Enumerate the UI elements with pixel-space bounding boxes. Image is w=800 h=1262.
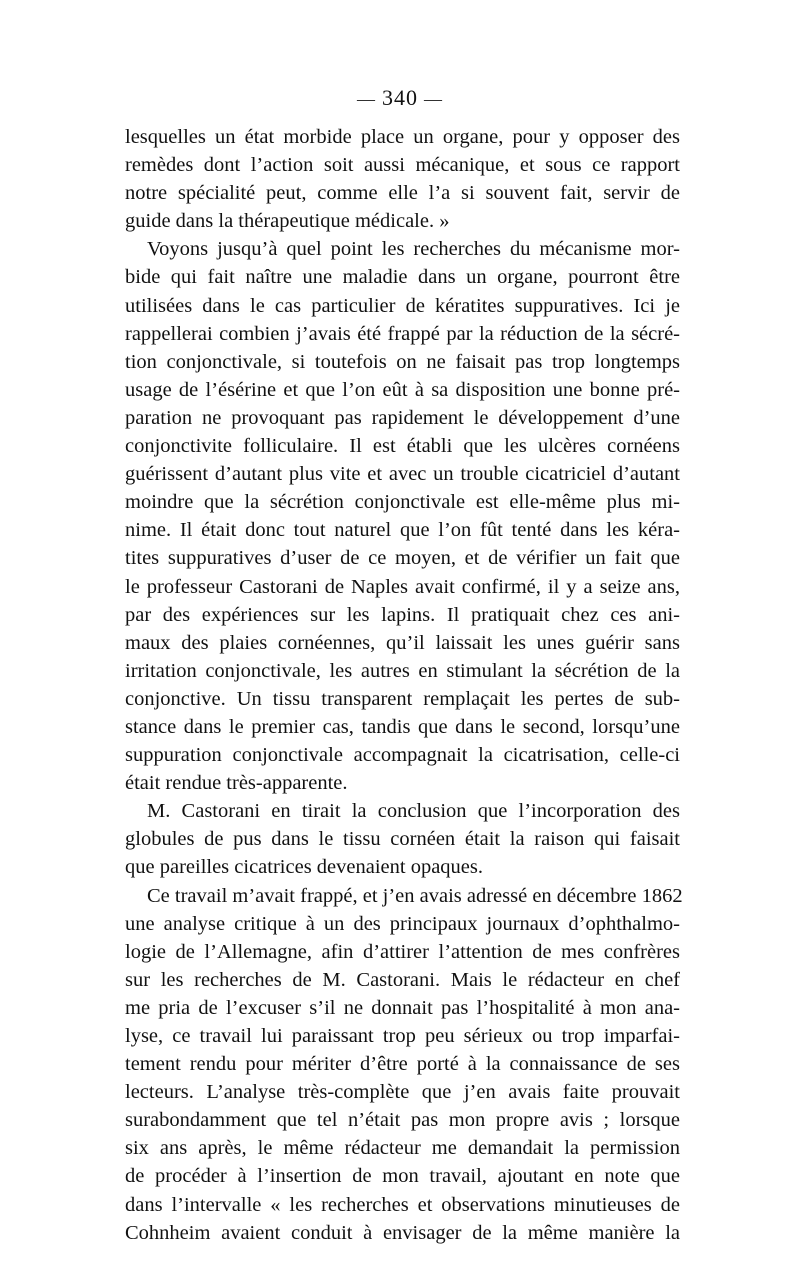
text-line: bide qui fait naître une maladie dans un organe, pourront être bbox=[125, 266, 680, 289]
page-number-value: 340 bbox=[382, 85, 418, 110]
text-line: usage de l’ésérine et que l’on eût à sa disposition une bonne pré- bbox=[125, 378, 680, 401]
text-line: M. Castorani en tirait la conclusion que l’incorporation des bbox=[147, 800, 680, 823]
page-number-dash-left: — bbox=[357, 89, 376, 109]
text-line: guide dans la thérapeutique médicale. » bbox=[125, 210, 450, 233]
text-line: que pareilles cicatrices devenaient opaques. bbox=[125, 856, 484, 879]
body-text bbox=[125, 123, 683, 1247]
text-line: suppuration conjonctivale accompagnait la cicatrisation, celle-ci bbox=[125, 744, 680, 767]
text-line: surabondamment que tel n’était pas mon propre avis ; lorsque bbox=[125, 1109, 680, 1132]
text-line: une analyse critique à un des principaux journaux d’ophthalmo- bbox=[125, 912, 680, 935]
text-line: me pria de l’excuser s’il ne donnait pas l’hospitalité à mon ana- bbox=[125, 996, 680, 1019]
text-line: lesquelles un état morbide place un organe, pour y opposer des bbox=[125, 126, 680, 148]
text-line: conjonctive. Un tissu transparent remplaçait les pertes de sub- bbox=[125, 687, 680, 710]
text-line: irritation conjonctivale, les autres en stimulant la sécrétion de la bbox=[125, 659, 680, 682]
text-line: nime. Il était donc tout naturel que l’on fût tenté dans les kéra- bbox=[125, 519, 680, 542]
text-line: Ce travail m’avait frappé, et j’en avais adressé en décembre 1862 bbox=[147, 884, 683, 907]
text-line: lecteurs. L’analyse très-complète que j’en avais faite prouvait bbox=[125, 1081, 680, 1104]
page-number bbox=[0, 85, 800, 111]
text-line: conjonctivite folliculaire. Il est établi que les ulcères cornéens bbox=[125, 435, 680, 458]
text-line: paration ne provoquant pas rapidement le développement d’une bbox=[125, 406, 680, 429]
text-line: stance dans le premier cas, tandis que dans le second, lorsqu’une bbox=[125, 715, 680, 738]
text-line: Voyons jusqu’à quel point les recherches du mécanisme mor- bbox=[147, 238, 680, 261]
text-line: tement rendu pour mériter d’être porté à la connaissance de ses bbox=[125, 1053, 680, 1076]
text-line: sur les recherches de M. Castorani. Mais le rédacteur en chef bbox=[125, 968, 680, 991]
text-line: remèdes dont l’action soit aussi mécanique, et sous ce rapport bbox=[125, 154, 680, 177]
text-line: Cohnheim avaient conduit à envisager de la même manière la bbox=[125, 1221, 680, 1244]
text-line: moindre que la sécrétion conjonctivale est elle-même plus mi- bbox=[125, 491, 680, 514]
text-line: globules de pus dans le tissu cornéen était la raison qui faisait bbox=[125, 828, 680, 851]
text-line: par des expériences sur les lapins. Il pratiquait chez ces ani- bbox=[125, 603, 680, 626]
text-line: était rendue très-apparente. bbox=[125, 772, 348, 795]
text-line: le professeur Castorani de Naples avait confirmé, il y a seize ans, bbox=[125, 575, 680, 598]
text-line: dans l’intervalle « les recherches et observations minutieuses de bbox=[125, 1193, 680, 1216]
text-line: tites suppuratives d’user de ce moyen, et de vérifier un fait que bbox=[125, 547, 680, 570]
page-number-dash-right: — bbox=[424, 89, 443, 109]
text-line: lyse, ce travail lui paraissant trop peu sérieux ou trop imparfai- bbox=[125, 1025, 680, 1047]
text-line: tion conjonctivale, si toutefois on ne faisait pas trop longtemps bbox=[125, 350, 680, 373]
text-line: de procéder à l’insertion de mon travail, ajoutant en note que bbox=[125, 1165, 680, 1188]
text-line: notre spécialité peut, comme elle l’a si souvent fait, servir de bbox=[125, 182, 680, 205]
text-line: logie de l’Allemagne, afin d’attirer l’attention de mes confrères bbox=[125, 940, 680, 963]
text-line: utilisées dans le cas particulier de kératites suppuratives. Ici je bbox=[125, 294, 680, 317]
text-line: guérissent d’autant plus vite et avec un trouble cicatriciel d’autant bbox=[125, 463, 680, 486]
text-line: rappellerai combien j’avais été frappé par la réduction de la sécré- bbox=[125, 322, 680, 345]
text-line: maux des plaies cornéennes, qu’il laissait les unes guérir sans bbox=[125, 631, 680, 654]
text-line: six ans après, le même rédacteur me demandait la permission bbox=[125, 1137, 680, 1160]
